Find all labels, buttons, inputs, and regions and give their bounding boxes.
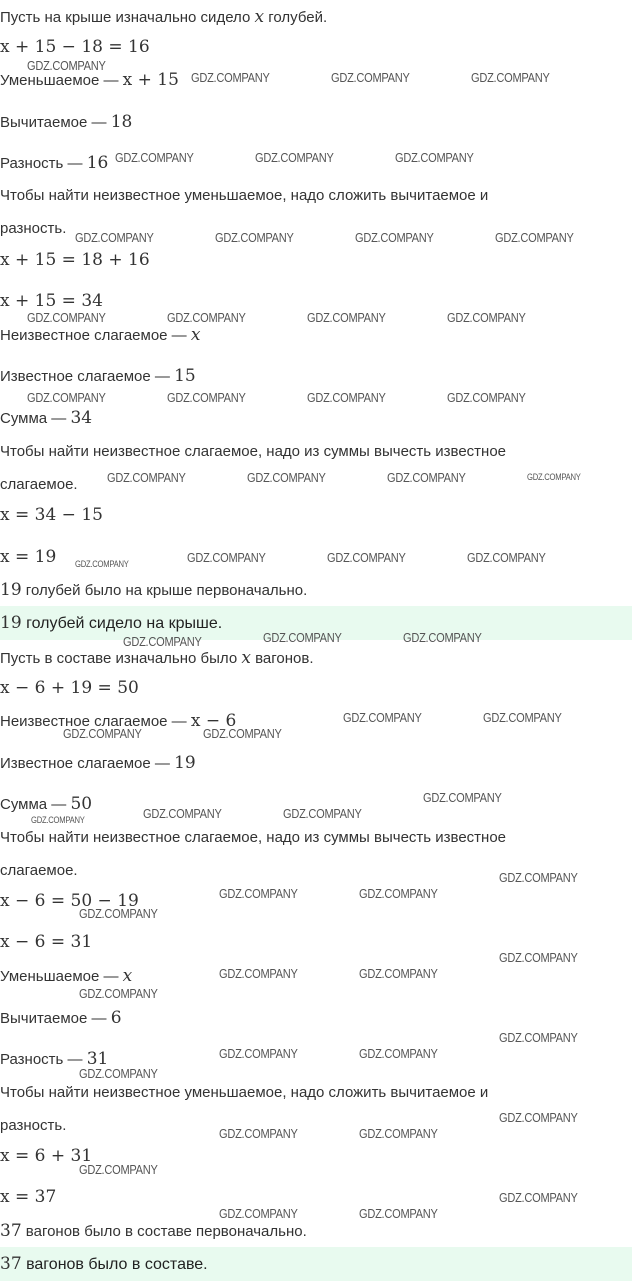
- task2-conclusion: [0, 1221, 307, 1242]
- watermark: GDZ.COMPANY: [499, 870, 578, 885]
- task1-unknown-addend-label: Неизвестное слагаемое —: [0, 327, 191, 344]
- watermark: GDZ.COMPANY: [359, 966, 438, 981]
- watermark: GDZ.COMPANY: [307, 310, 386, 325]
- watermark: GDZ.COMPANY: [263, 630, 342, 645]
- task2-answer: [0, 1247, 632, 1281]
- task2-minuend: [0, 966, 132, 987]
- task1-intro-var: x: [254, 7, 265, 27]
- watermark: GDZ.COMPANY: [359, 1206, 438, 1221]
- task2-minuend-value: x: [122, 966, 133, 986]
- watermark: GDZ.COMPANY: [27, 310, 106, 325]
- task1-minuend-label: Уменьшаемое —: [0, 72, 123, 89]
- task1-unknown-addend: [0, 325, 200, 346]
- task2-subtrahend-value: 6: [110, 1008, 122, 1028]
- task2-eq5: x = 37: [0, 1187, 57, 1207]
- watermark: GDZ.COMPANY: [219, 1046, 298, 1061]
- task2-unknown-addend-value: x − 6: [190, 711, 237, 731]
- watermark: GDZ.COMPANY: [75, 230, 154, 245]
- task1-subtrahend-label: Вычитаемое —: [0, 114, 111, 131]
- task1-answer-num: 19: [0, 613, 22, 633]
- task2-eq2: x − 6 = 50 − 19: [0, 891, 139, 911]
- watermark: GDZ.COMPANY: [167, 390, 246, 405]
- task1-sum: [0, 408, 92, 429]
- watermark: GDZ.COMPANY: [255, 150, 334, 165]
- watermark: GDZ.COMPANY: [499, 1030, 578, 1045]
- task1-eq4: x = 34 − 15: [0, 505, 103, 525]
- watermark: GDZ.COMPANY: [471, 70, 550, 85]
- task1-sum-value: 34: [70, 408, 93, 428]
- watermark: GDZ.COMPANY: [31, 815, 85, 825]
- watermark: GDZ.COMPANY: [403, 630, 482, 645]
- watermark: GDZ.COMPANY: [499, 1110, 578, 1125]
- watermark: GDZ.COMPANY: [215, 230, 294, 245]
- watermark: GDZ.COMPANY: [331, 70, 410, 85]
- task2-difference-label: Разность —: [0, 1051, 87, 1068]
- watermark: GDZ.COMPANY: [343, 710, 422, 725]
- watermark: GDZ.COMPANY: [359, 1046, 438, 1061]
- task1-conclusion: [0, 580, 307, 601]
- watermark: GDZ.COMPANY: [283, 806, 362, 821]
- watermark: GDZ.COMPANY: [191, 70, 270, 85]
- task2-unknown-addend-label: Неизвестное слагаемое —: [0, 713, 191, 730]
- task2-subtrahend: [0, 1008, 122, 1029]
- watermark: GDZ.COMPANY: [107, 470, 186, 485]
- watermark: GDZ.COMPANY: [387, 470, 466, 485]
- task1-minuend: [0, 70, 179, 91]
- watermark: GDZ.COMPANY: [75, 559, 129, 569]
- task1-rule2-line1: Чтобы найти неизвестное слагаемое, надо из суммы вычесть известное: [0, 443, 507, 460]
- task2-eq1: x − 6 + 19 = 50: [0, 678, 139, 698]
- task2-answer-num: 37: [0, 1254, 22, 1274]
- task2-difference-value: 31: [86, 1049, 109, 1069]
- watermark: GDZ.COMPANY: [219, 966, 298, 981]
- task1-intro-end: голубей.: [268, 9, 328, 26]
- task1-known-addend: [0, 366, 196, 387]
- task2-sum-value: 50: [70, 794, 93, 814]
- watermark: GDZ.COMPANY: [27, 58, 106, 73]
- task2-known-addend: [0, 753, 196, 774]
- watermark: GDZ.COMPANY: [63, 726, 142, 741]
- watermark: GDZ.COMPANY: [423, 790, 502, 805]
- watermark: GDZ.COMPANY: [359, 1126, 438, 1141]
- task1-intro-text: Пусть на крыше изначально сидело: [0, 9, 251, 26]
- task1-difference-label: Разность —: [0, 155, 87, 172]
- task2-intro-var: x: [241, 648, 251, 668]
- task1-eq3: x + 15 = 34: [0, 291, 103, 311]
- task1-known-addend-value: 15: [174, 366, 196, 386]
- watermark: GDZ.COMPANY: [499, 950, 578, 965]
- watermark: GDZ.COMPANY: [447, 310, 526, 325]
- task1-known-addend-label: Известное слагаемое —: [0, 368, 175, 385]
- task2-subtrahend-label: Вычитаемое —: [0, 1010, 111, 1027]
- watermark: GDZ.COMPANY: [27, 390, 106, 405]
- watermark: GDZ.COMPANY: [395, 150, 474, 165]
- task2-sum-label: Сумма —: [0, 796, 71, 813]
- watermark: GDZ.COMPANY: [143, 806, 222, 821]
- task1-conclusion-text: голубей было на крыше первоначально.: [21, 582, 308, 599]
- task1-conclusion-num: 19: [0, 580, 22, 600]
- task2-known-addend-value: 19: [174, 753, 196, 773]
- task2-rule2-line2: разность.: [0, 1117, 67, 1134]
- watermark: GDZ.COMPANY: [219, 1126, 298, 1141]
- watermark: GDZ.COMPANY: [499, 1190, 578, 1205]
- watermark: GDZ.COMPANY: [247, 470, 326, 485]
- watermark: GDZ.COMPANY: [495, 230, 574, 245]
- watermark: GDZ.COMPANY: [79, 906, 158, 921]
- task2-intro: [0, 648, 314, 669]
- watermark: GDZ.COMPANY: [307, 390, 386, 405]
- task1-unknown-addend-value: x: [190, 325, 201, 345]
- watermark: GDZ.COMPANY: [447, 390, 526, 405]
- watermark: GDZ.COMPANY: [527, 472, 581, 482]
- task2-conclusion-text: вагонов было в составе первоначально.: [21, 1223, 307, 1240]
- watermark: GDZ.COMPANY: [115, 150, 194, 165]
- task1-difference-value: 16: [86, 153, 109, 173]
- task2-eq4: x = 6 + 31: [0, 1146, 93, 1166]
- task1-eq1: x + 15 − 18 = 16: [0, 37, 150, 57]
- task2-answer-text: вагонов было в составе.: [21, 1256, 208, 1273]
- task1-eq2: x + 15 = 18 + 16: [0, 250, 150, 270]
- watermark: GDZ.COMPANY: [359, 886, 438, 901]
- watermark: GDZ.COMPANY: [355, 230, 434, 245]
- watermark: GDZ.COMPANY: [467, 550, 546, 565]
- watermark: GDZ.COMPANY: [219, 886, 298, 901]
- watermark: GDZ.COMPANY: [483, 710, 562, 725]
- task2-intro-end: вагонов.: [255, 650, 314, 667]
- task2-conclusion-num: 37: [0, 1221, 22, 1241]
- task2-rule1-line2: слагаемое.: [0, 862, 78, 879]
- task2-intro-text: Пусть в составе изначально было: [0, 650, 238, 667]
- watermark: GDZ.COMPANY: [167, 310, 246, 325]
- watermark: GDZ.COMPANY: [123, 634, 202, 649]
- task1-answer-text: голубей сидело на крыше.: [21, 615, 223, 632]
- watermark: GDZ.COMPANY: [203, 726, 282, 741]
- watermark: GDZ.COMPANY: [187, 550, 266, 565]
- watermark: GDZ.COMPANY: [79, 1162, 158, 1177]
- task1-eq5: x = 19: [0, 547, 57, 567]
- task1-sum-label: Сумма —: [0, 410, 71, 427]
- task1-difference: [0, 153, 108, 174]
- task1-intro: [0, 7, 327, 28]
- task1-rule1-line2: разность.: [0, 220, 67, 237]
- watermark: GDZ.COMPANY: [327, 550, 406, 565]
- task1-minuend-value: x + 15: [122, 70, 179, 90]
- task2-minuend-label: Уменьшаемое —: [0, 968, 123, 985]
- task2-known-addend-label: Известное слагаемое —: [0, 755, 175, 772]
- task2-eq3: x − 6 = 31: [0, 932, 93, 952]
- task2-sum: [0, 794, 92, 815]
- task1-subtrahend-value: 18: [110, 112, 133, 132]
- watermark: GDZ.COMPANY: [79, 986, 158, 1001]
- task1-subtrahend: [0, 112, 132, 133]
- task1-rule1-line1: Чтобы найти неизвестное уменьшаемое, надо сложить вычитаемое и: [0, 187, 489, 204]
- task1-rule2-line2: слагаемое.: [0, 476, 78, 493]
- task2-rule1-line1: Чтобы найти неизвестное слагаемое, надо из суммы вычесть известное: [0, 829, 507, 846]
- watermark: GDZ.COMPANY: [219, 1206, 298, 1221]
- watermark: GDZ.COMPANY: [79, 1066, 158, 1081]
- task2-rule2-line1: Чтобы найти неизвестное уменьшаемое, надо сложить вычитаемое и: [0, 1084, 489, 1101]
